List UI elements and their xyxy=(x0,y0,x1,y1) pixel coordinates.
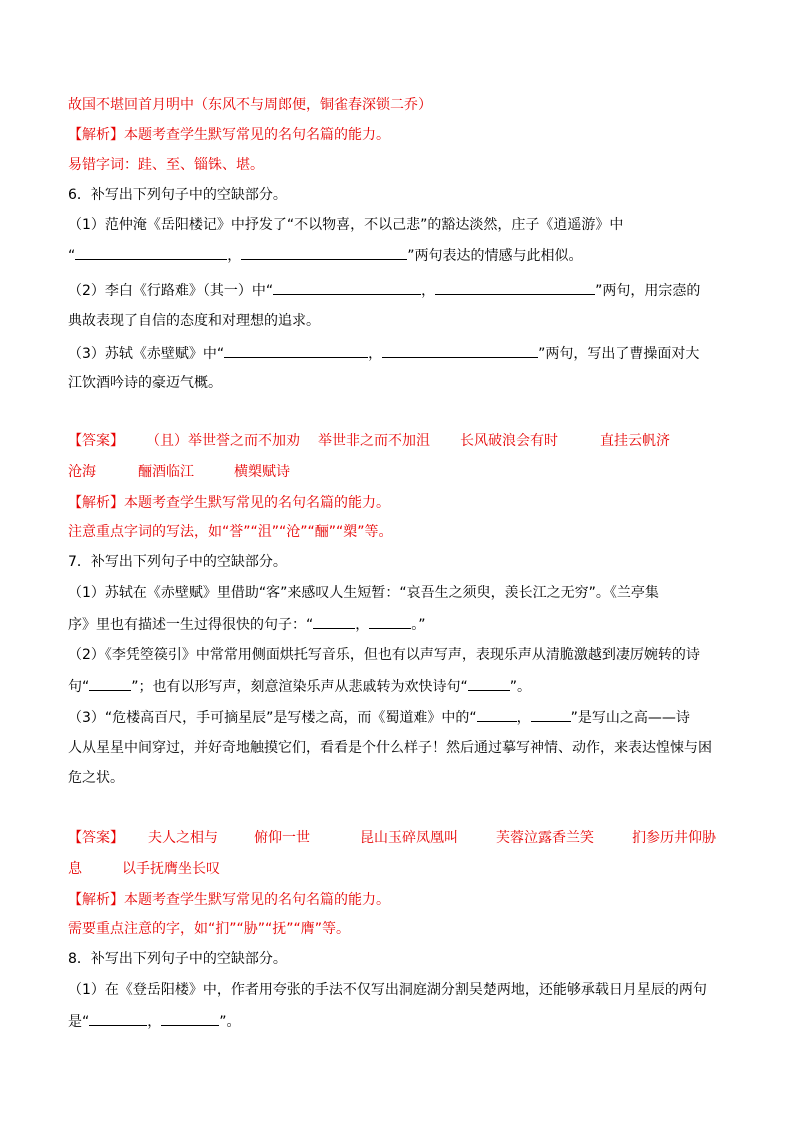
blank xyxy=(477,707,517,722)
question-7-2-line-a: （2）《李凭箜篌引》中常常用侧面烘托写音乐，但也有以声写声，表现乐声从清脆激越到凄厉婉转的诗 xyxy=(68,647,700,663)
analysis-7-note: 需要重点注意的字，如“扪”“胁”“抚”“膺”等。 xyxy=(68,921,351,937)
question-7-title: 7．补写出下列句子中的空缺部分。 xyxy=(68,554,287,570)
question-text: （2）李白《行路难》（其一）中“ xyxy=(68,283,274,299)
question-text: 。” xyxy=(411,617,426,633)
quote-open: “ xyxy=(68,248,76,264)
question-text: （3）“危楼高百尺，手可摘星辰”是写楼之高，而《蜀道难》中的“ xyxy=(68,710,477,726)
question-6-1-line-a: （1）范仲淹《岳阳楼记》中抒发了“不以物喜，不以己悲”的豁达淡然，庄子《逍遥游》中 xyxy=(68,217,624,233)
question-6-1-line-b xyxy=(68,245,583,266)
question-text: ”。 xyxy=(509,679,532,695)
answer-tag: 【答案】 xyxy=(68,433,124,449)
answer-7-line-1 xyxy=(68,828,716,848)
blank xyxy=(75,245,227,260)
answer-6-line-1 xyxy=(68,431,670,451)
question-7-3-line-a xyxy=(68,707,690,728)
blank xyxy=(273,280,421,295)
comma: ， xyxy=(421,283,436,299)
blank xyxy=(382,343,538,358)
question-6-2-line-a xyxy=(68,280,700,301)
answer-item: 芙蓉泣露香兰笑 xyxy=(496,830,594,846)
answer-item: 扪参历井仰胁 xyxy=(632,830,716,846)
analysis-7 xyxy=(68,890,390,910)
question-text: ”两句，用宗悫的 xyxy=(595,283,701,299)
comma: ， xyxy=(516,710,531,726)
comma: ， xyxy=(227,248,242,264)
answer-item: 酾酒临江 xyxy=(138,464,194,480)
question-text: ”两句表达的情感与此相似。 xyxy=(407,248,583,264)
question-7-1-line-b xyxy=(68,614,426,635)
analysis-line-5 xyxy=(68,125,390,145)
question-7-2-line-b xyxy=(68,676,531,697)
blank xyxy=(369,614,411,629)
analysis-6 xyxy=(68,493,390,513)
question-text: 句“ xyxy=(68,679,90,695)
analysis-6-note: 注意重点字词的写法，如“誉”“沮”“沧”“酾”“槊”等。 xyxy=(68,524,393,540)
answer-7-line-2 xyxy=(68,859,220,879)
answer-tag: 【答案】 xyxy=(68,830,124,846)
question-8-title: 8．补写出下列句子中的空缺部分。 xyxy=(68,951,287,967)
blank xyxy=(241,245,407,260)
analysis-text: 本题考查学生默写常见的名句名篇的能力。 xyxy=(124,495,390,511)
note-text: 易错字词：跬、至、锱铢、堪。 xyxy=(68,157,264,173)
comma: ， xyxy=(368,346,383,362)
analysis-text: 本题考查学生默写常见的名句名篇的能力。 xyxy=(124,892,390,908)
comma: ， xyxy=(355,617,370,633)
answer-item: 息 xyxy=(68,861,82,877)
comma: ， xyxy=(147,1014,162,1030)
answer-line-5 xyxy=(68,95,432,115)
question-6-3-line-a xyxy=(68,343,699,364)
error-words-line xyxy=(68,155,264,175)
answer-item: 横槊赋诗 xyxy=(234,464,290,480)
question-6-title: 6．补写出下列句子中的空缺部分。 xyxy=(68,187,287,203)
analysis-tag: 【解析】 xyxy=(68,892,124,908)
question-6-3-line-b: 江饮酒吟诗的豪迈气概。 xyxy=(68,375,222,391)
blank xyxy=(435,280,595,295)
blank xyxy=(89,676,131,691)
blank xyxy=(89,1011,147,1026)
question-6-2-line-b: 典故表现了自信的态度和对理想的追求。 xyxy=(68,313,320,329)
answer-item: （且）举世誉之而不加劝 xyxy=(146,433,300,449)
analysis-text: 本题考查学生默写常见的名句名篇的能力。 xyxy=(124,127,390,143)
question-7-3-line-c: 危之状。 xyxy=(68,770,124,786)
blank xyxy=(531,707,571,722)
question-text: ”两句，写出了曹操面对大 xyxy=(538,346,700,362)
blank xyxy=(313,614,355,629)
answer-item: 举世非之而不加沮 xyxy=(318,433,430,449)
answer-item: 长风破浪会有时 xyxy=(460,433,558,449)
question-text: ”是写山之高——诗 xyxy=(570,710,690,726)
question-text: ”。 xyxy=(219,1014,241,1030)
answer-item: 以手抚膺坐长叹 xyxy=(122,861,220,877)
question-8-1-line-a: （1）在《登岳阳楼》中，作者用夸张的手法不仅写出洞庭湖分割吴楚两地，还能够承载日月星辰的两句 xyxy=(68,982,707,998)
analysis-tag: 【解析】 xyxy=(68,495,124,511)
question-text: 是“ xyxy=(68,1014,90,1030)
answer-6-line-2 xyxy=(68,462,290,482)
blank xyxy=(224,343,368,358)
question-text: （3）苏轼《赤壁赋》中“ xyxy=(68,346,225,362)
blank xyxy=(468,676,510,691)
answer-item: 直挂云帆济 xyxy=(600,433,670,449)
analysis-tag: 【解析】 xyxy=(68,127,124,143)
blank xyxy=(161,1011,219,1026)
answer-item: 沧海 xyxy=(68,464,96,480)
question-text: ”；也有以形写声，刻意渲染乐声从悲戚转为欢快诗句“ xyxy=(131,679,468,695)
question-7-1-line-a: （1）苏轼在《赤壁赋》里借助“客”来感叹人生短暂：“哀吾生之须臾，羡长江之无穷”。《兰亭集 xyxy=(68,585,659,601)
answer-item: 夫人之相与 xyxy=(148,830,218,846)
answer-text: 故国不堪回首月明中（东风不与周郎便，铜雀春深锁二乔） xyxy=(68,97,432,113)
question-text: 序》里也有描述一生过得很快的句子：“ xyxy=(68,617,314,633)
question-7-3-line-b: 人从星星中间穿过，并好奇地触摸它们，看看是个什么样子！然后通过摹写神情、动作，来表达惶悚与困 xyxy=(68,740,712,756)
answer-item: 昆山玉碎凤凰叫 xyxy=(360,830,458,846)
answer-item: 俯仰一世 xyxy=(254,830,310,846)
question-8-1-line-b xyxy=(68,1011,241,1032)
